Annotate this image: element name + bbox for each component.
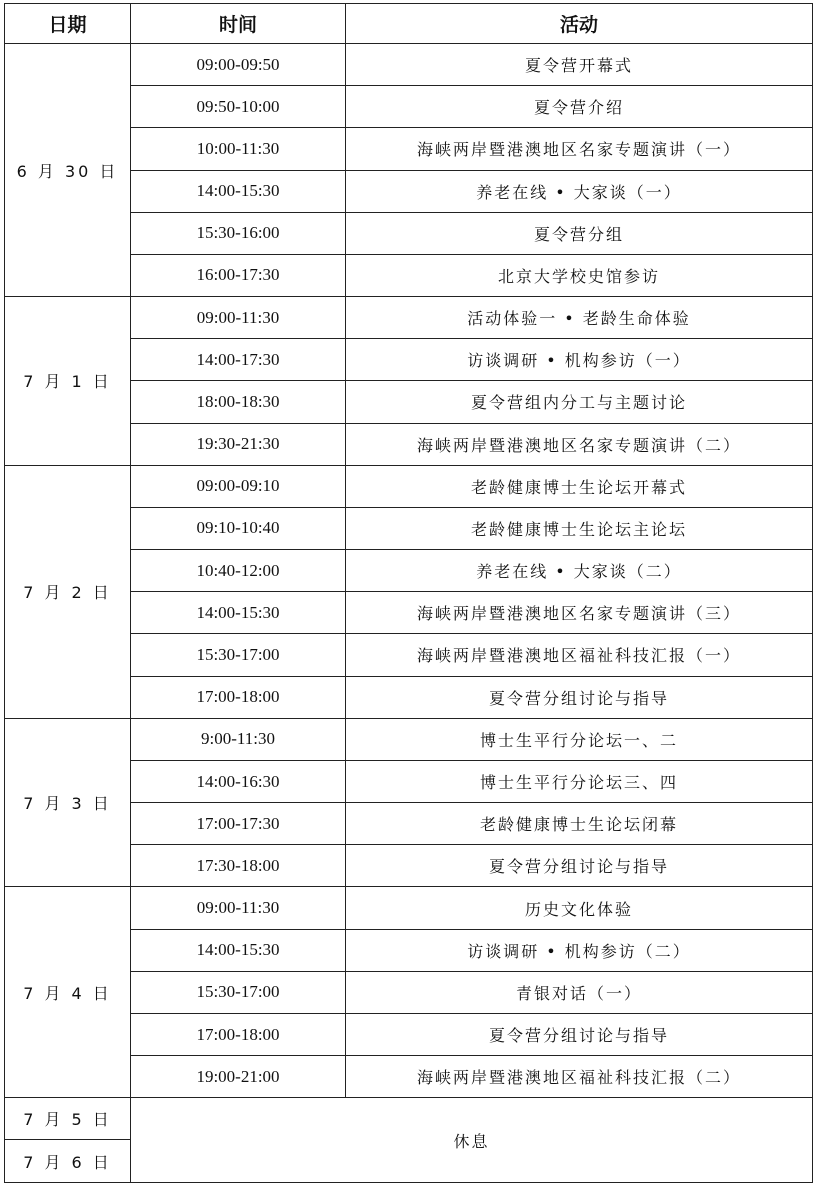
activity-cell: 夏令营分组 <box>346 212 813 254</box>
time-cell: 14:00-15:30 <box>131 170 346 212</box>
rest-row <box>5 1098 813 1140</box>
date-cell: 7 月 6 日 <box>5 1140 131 1183</box>
activity-cell: 海峡两岸暨港澳地区福祉科技汇报（二） <box>346 1056 813 1098</box>
time-cell: 09:00-11:30 <box>131 887 346 929</box>
time-cell: 19:00-21:00 <box>131 1056 346 1098</box>
activity-cell: 海峡两岸暨港澳地区名家专题演讲（三） <box>346 592 813 634</box>
activity-cell: 夏令营分组讨论与指导 <box>346 845 813 887</box>
activity-cell: 夏令营分组讨论与指导 <box>346 676 813 718</box>
time-cell: 14:00-15:30 <box>131 592 346 634</box>
activity-cell: 老龄健康博士生论坛主论坛 <box>346 507 813 549</box>
activity-cell: 老龄健康博士生论坛开幕式 <box>346 465 813 507</box>
time-cell: 14:00-17:30 <box>131 339 346 381</box>
time-cell: 17:00-18:00 <box>131 1013 346 1055</box>
activity-cell: 夏令营开幕式 <box>346 44 813 86</box>
activity-cell: 活动体验一 • 老龄生命体验 <box>346 297 813 339</box>
time-cell: 09:50-10:00 <box>131 86 346 128</box>
activity-cell: 夏令营介绍 <box>346 86 813 128</box>
date-cell: 7 月 4 日 <box>5 887 131 1098</box>
activity-cell: 访谈调研 • 机构参访（二） <box>346 929 813 971</box>
activity-cell: 历史文化体验 <box>346 887 813 929</box>
time-cell: 14:00-16:30 <box>131 760 346 802</box>
time-cell: 09:00-11:30 <box>131 297 346 339</box>
time-cell: 16:00-17:30 <box>131 254 346 296</box>
rest-label: 休息 <box>131 1098 813 1183</box>
table-row <box>5 44 813 86</box>
date-cell: 7 月 1 日 <box>5 297 131 466</box>
date-cell: 7 月 3 日 <box>5 718 131 887</box>
activity-cell: 养老在线 • 大家谈（一） <box>346 170 813 212</box>
table-row <box>5 465 813 507</box>
date-cell: 7 月 2 日 <box>5 465 131 718</box>
table-row <box>5 718 813 760</box>
activity-cell: 访谈调研 • 机构参访（一） <box>346 339 813 381</box>
header-row <box>5 4 813 44</box>
date-cell: 6 月 30 日 <box>5 44 131 297</box>
activity-cell: 海峡两岸暨港澳地区福祉科技汇报（一） <box>346 634 813 676</box>
time-cell: 19:30-21:30 <box>131 423 346 465</box>
date-cell: 7 月 5 日 <box>5 1098 131 1140</box>
activity-cell: 养老在线 • 大家谈（二） <box>346 550 813 592</box>
activity-cell: 博士生平行分论坛一、二 <box>346 718 813 760</box>
time-cell: 09:00-09:50 <box>131 44 346 86</box>
activity-cell: 博士生平行分论坛三、四 <box>346 760 813 802</box>
time-cell: 15:30-16:00 <box>131 212 346 254</box>
time-cell: 15:30-17:00 <box>131 634 346 676</box>
table-row <box>5 887 813 929</box>
time-cell: 09:10-10:40 <box>131 507 346 549</box>
activity-cell: 夏令营组内分工与主题讨论 <box>346 381 813 423</box>
schedule-table <box>4 3 813 1183</box>
time-cell: 17:00-17:30 <box>131 803 346 845</box>
time-cell: 18:00-18:30 <box>131 381 346 423</box>
time-cell: 17:00-18:00 <box>131 676 346 718</box>
time-cell: 09:00-09:10 <box>131 465 346 507</box>
time-cell: 10:40-12:00 <box>131 550 346 592</box>
activity-cell: 老龄健康博士生论坛闭幕 <box>346 803 813 845</box>
activity-cell: 北京大学校史馆参访 <box>346 254 813 296</box>
header-date: 日期 <box>5 4 131 44</box>
header-time: 时间 <box>131 4 346 44</box>
activity-cell: 夏令营分组讨论与指导 <box>346 1013 813 1055</box>
header-activity: 活动 <box>346 4 813 44</box>
time-cell: 14:00-15:30 <box>131 929 346 971</box>
time-cell: 9:00-11:30 <box>131 718 346 760</box>
activity-cell: 海峡两岸暨港澳地区名家专题演讲（一） <box>346 128 813 170</box>
time-cell: 10:00-11:30 <box>131 128 346 170</box>
activity-cell: 青银对话（一） <box>346 971 813 1013</box>
time-cell: 17:30-18:00 <box>131 845 346 887</box>
table-row <box>5 297 813 339</box>
time-cell: 15:30-17:00 <box>131 971 346 1013</box>
activity-cell: 海峡两岸暨港澳地区名家专题演讲（二） <box>346 423 813 465</box>
